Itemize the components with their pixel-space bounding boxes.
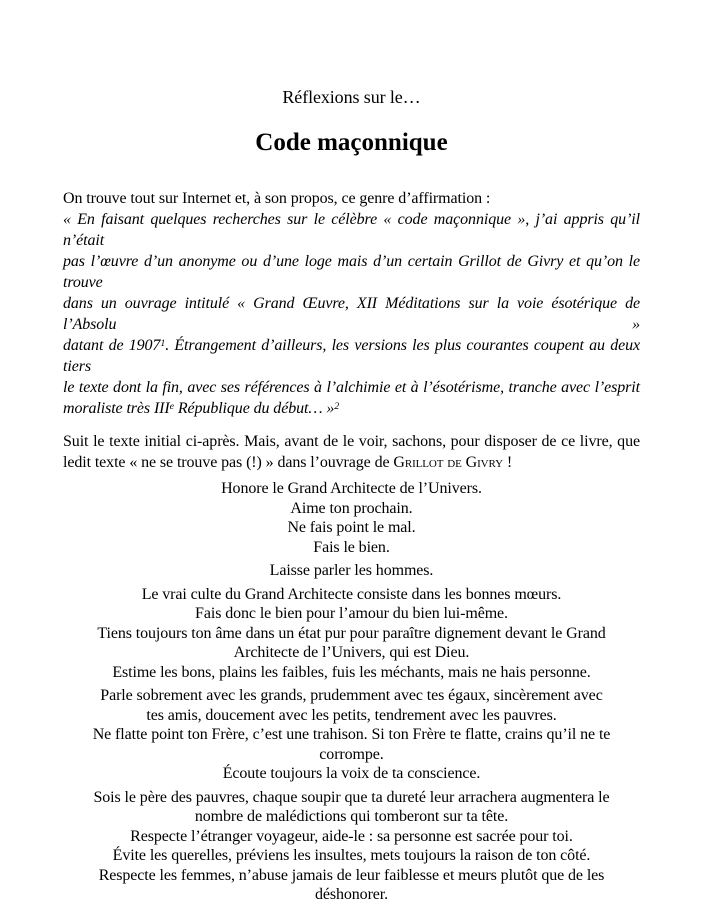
text-line: Respecte les femmes, n’abuse jamais de leur faiblesse et meurs plutôt que de les bbox=[98, 866, 605, 884]
text-line: Écoute toujours la voix de ta conscience. bbox=[222, 765, 481, 782]
text-segment: « En faisant quelques recherches sur le célèbre « code maçonnique », j’ai appris qu’il n’était bbox=[63, 211, 640, 249]
text-segment: moraliste très III bbox=[63, 400, 170, 417]
text-line bbox=[63, 251, 640, 293]
text-line: Respecte l’étranger voyageur, aide-le : sa personne est sacrée pour toi. bbox=[130, 827, 573, 845]
text-line: Fais le bien. bbox=[313, 538, 390, 556]
document-subtitle: Réflexions sur le… bbox=[282, 87, 421, 107]
text-segment: République du début… » bbox=[173, 400, 335, 417]
quoted-citation-paragraph bbox=[63, 209, 640, 419]
text-segment: ledit texte « ne se trouve pas (!) » dans l’ouvrage de bbox=[63, 454, 394, 471]
text-line: Parle sobrement avec les grands, prudemment avec tes égaux, sincèrement avec bbox=[100, 687, 603, 704]
maxim-group-5 bbox=[58, 788, 645, 905]
masonic-code-maxims bbox=[58, 479, 645, 905]
document-title: Code maçonnique bbox=[255, 129, 448, 156]
text-line: nombre de malédictions qui tomberont sur ta tête. bbox=[194, 808, 509, 825]
text-line: Laisse parler les hommes. bbox=[269, 562, 434, 579]
text-line: Estime les bons, plains les faibles, fuis les méchants, mais ne hais personne. bbox=[112, 663, 591, 681]
smallcaps-author-name: Grillot de Givry bbox=[393, 454, 503, 471]
text-line bbox=[63, 398, 640, 419]
footnote-superscript: 2 bbox=[334, 400, 340, 412]
text-segment: le texte dont la fin, avec ses références à l’alchimie et à l’ésotérisme, tranche avec l’esprit bbox=[63, 379, 640, 396]
text-line bbox=[63, 431, 640, 452]
text-line: Le vrai culte du Grand Architecte consiste dans les bonnes mœurs. bbox=[141, 585, 562, 603]
footnote-superscript: e bbox=[169, 400, 174, 412]
text-line: corrompe. bbox=[319, 745, 384, 763]
text-line: tes amis, doucement avec les petits, tendrement avec les pauvres. bbox=[146, 706, 557, 724]
text-line: Ne flatte point ton Frère, c’est une trahison. Si ton Frère te flatte, crains qu’il ne te bbox=[92, 726, 611, 743]
text-segment: datant de 1907 bbox=[63, 337, 161, 354]
text-line: Sois le père des pauvres, chaque soupir que ta dureté leur arrachera augmentera le bbox=[93, 788, 610, 806]
text-line bbox=[63, 293, 640, 335]
text-segment: Suit le texte initial ci-après. Mais, avant de le voir, sachons, pour disposer de ce livre, que bbox=[63, 433, 640, 450]
maxim-group-4 bbox=[58, 686, 645, 784]
document-content bbox=[63, 86, 640, 905]
maxim-group-1 bbox=[58, 479, 645, 557]
text-line: Fais donc le bien pour l’amour du bien lui-même. bbox=[195, 605, 508, 622]
footnote-superscript: 1 bbox=[160, 337, 166, 349]
text-line bbox=[63, 452, 640, 473]
document-page bbox=[0, 86, 702, 905]
text-line: Architecte de l’Univers, qui est Dieu. bbox=[233, 644, 470, 661]
intro-paragraph: On trouve tout sur Internet et, à son propos, ce genre d’affirmation : bbox=[63, 190, 491, 207]
text-line: Honore le Grand Architecte de l’Univers. bbox=[221, 480, 482, 497]
text-line: Ne fais point le mal. bbox=[287, 519, 416, 536]
text-line: déshonorer. bbox=[314, 886, 389, 903]
text-line: Aime ton prochain. bbox=[290, 499, 413, 517]
text-segment: ! bbox=[502, 454, 513, 471]
transition-paragraph bbox=[63, 431, 640, 473]
text-segment: dans un ouvrage intitulé « Grand Œuvre, XII Méditations sur la voie ésotérique de l’Absolu » bbox=[63, 295, 640, 333]
text-line bbox=[63, 377, 640, 398]
maxim-group-3 bbox=[58, 585, 645, 683]
text-line: Évite les querelles, préviens les insultes, mets toujours la raison de ton côté. bbox=[112, 847, 591, 864]
text-segment: pas l’œuvre d’un anonyme ou d’une loge mais d’un certain Grillot de Givry et qu’on le trouve bbox=[63, 253, 640, 291]
text-segment: . Étrangement d’ailleurs, les versions les plus courantes coupent au deux tiers bbox=[63, 337, 640, 375]
text-line bbox=[63, 335, 640, 377]
text-line: Tiens toujours ton âme dans un état pur pour paraître dignement devant le Grand bbox=[97, 624, 606, 642]
text-line bbox=[63, 209, 640, 251]
maxim-group-2 bbox=[58, 561, 645, 581]
